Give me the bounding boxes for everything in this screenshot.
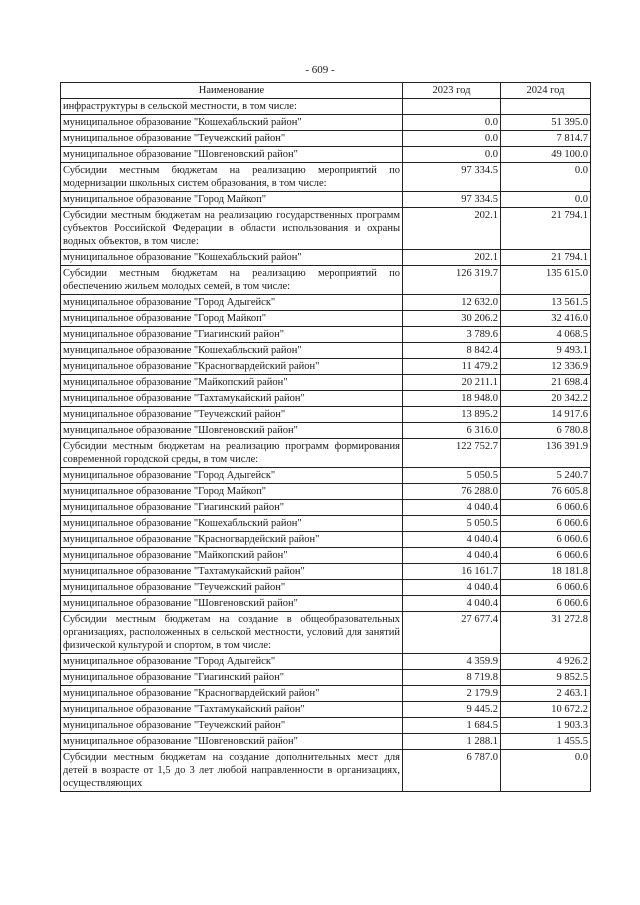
row-name: муниципальное образование "Красногвардейский район" <box>61 686 403 702</box>
row-name: муниципальное образование "Шовгеновский район" <box>61 734 403 750</box>
value-2024: 6 060.6 <box>501 500 591 516</box>
row-name: муниципальное образование "Город Адыгейск" <box>61 468 403 484</box>
value-2024: 51 395.0 <box>501 115 591 131</box>
value-2024: 9 852.5 <box>501 670 591 686</box>
row-name: муниципальное образование "Кошехабльский район" <box>61 516 403 532</box>
value-2023: 0.0 <box>403 115 501 131</box>
value-2024: 0.0 <box>501 192 591 208</box>
table-row <box>61 423 591 439</box>
table-row <box>61 596 591 612</box>
row-name: Субсидии местным бюджетам на реализацию мероприятий по модернизации школьных систем образования, в том числе: <box>61 163 403 192</box>
row-name: муниципальное образование "Гиагинский район" <box>61 327 403 343</box>
row-name: муниципальное образование "Майкопский район" <box>61 375 403 391</box>
value-2024: 12 336.9 <box>501 359 591 375</box>
row-name: муниципальное образование "Тахтамукайский район" <box>61 391 403 407</box>
value-2024: 21 794.1 <box>501 208 591 250</box>
value-2023: 4 040.4 <box>403 548 501 564</box>
value-2024: 21 698.4 <box>501 375 591 391</box>
value-2023: 5 050.5 <box>403 468 501 484</box>
row-name: муниципальное образование "Кошехабльский район" <box>61 250 403 266</box>
row-name: инфраструктуры в сельской местности, в том числе: <box>61 99 403 115</box>
value-2023: 9 445.2 <box>403 702 501 718</box>
value-2024: 10 672.2 <box>501 702 591 718</box>
value-2023: 126 319.7 <box>403 266 501 295</box>
value-2024: 20 342.2 <box>501 391 591 407</box>
value-2024: 135 615.0 <box>501 266 591 295</box>
row-name: муниципальное образование "Город Адыгейск" <box>61 295 403 311</box>
table-row <box>61 734 591 750</box>
table-row <box>61 163 591 192</box>
table-row <box>61 147 591 163</box>
value-2023: 122 752.7 <box>403 439 501 468</box>
value-2023: 4 359.9 <box>403 654 501 670</box>
value-2024: 4 068.5 <box>501 327 591 343</box>
value-2023: 30 206.2 <box>403 311 501 327</box>
row-name: муниципальное образование "Теучежский район" <box>61 718 403 734</box>
row-name: муниципальное образование "Шовгеновский район" <box>61 423 403 439</box>
table-row <box>61 343 591 359</box>
value-2023: 1 684.5 <box>403 718 501 734</box>
table-row <box>61 484 591 500</box>
value-2023: 16 161.7 <box>403 564 501 580</box>
table-row <box>61 327 591 343</box>
value-2024: 6 060.6 <box>501 548 591 564</box>
table-row <box>61 750 591 792</box>
value-2023: 202.1 <box>403 250 501 266</box>
budget-table <box>60 82 591 792</box>
value-2024: 4 926.2 <box>501 654 591 670</box>
value-2024: 6 060.6 <box>501 580 591 596</box>
table-row <box>61 295 591 311</box>
value-2024: 18 181.8 <box>501 564 591 580</box>
row-name: муниципальное образование "Гиагинский район" <box>61 670 403 686</box>
value-2023: 4 040.4 <box>403 596 501 612</box>
value-2024: 0.0 <box>501 750 591 792</box>
value-2024: 7 814.7 <box>501 131 591 147</box>
value-2023: 4 040.4 <box>403 532 501 548</box>
value-2023: 11 479.2 <box>403 359 501 375</box>
table-row <box>61 468 591 484</box>
row-name: муниципальное образование "Город Адыгейск" <box>61 654 403 670</box>
table-header-row <box>61 83 591 99</box>
table-row <box>61 718 591 734</box>
value-2023: 4 040.4 <box>403 580 501 596</box>
value-2024: 6 060.6 <box>501 596 591 612</box>
table-row <box>61 407 591 423</box>
row-name: Субсидии местным бюджетам на реализацию мероприятий по обеспечению жильем молодых семей, в том числе: <box>61 266 403 295</box>
value-2024: 6 060.6 <box>501 516 591 532</box>
table-row <box>61 654 591 670</box>
value-2024: 21 794.1 <box>501 250 591 266</box>
value-2023: 6 316.0 <box>403 423 501 439</box>
value-2023: 18 948.0 <box>403 391 501 407</box>
row-name: муниципальное образование "Шовгеновский район" <box>61 596 403 612</box>
header-2023: 2023 год <box>403 83 501 99</box>
table-row <box>61 612 591 654</box>
value-2024: 1 455.5 <box>501 734 591 750</box>
table-row <box>61 702 591 718</box>
value-2024: 5 240.7 <box>501 468 591 484</box>
value-2023: 4 040.4 <box>403 500 501 516</box>
value-2024: 0.0 <box>501 163 591 192</box>
table-row <box>61 359 591 375</box>
value-2023: 2 179.9 <box>403 686 501 702</box>
table-row <box>61 580 591 596</box>
row-name: муниципальное образование "Город Майкоп" <box>61 484 403 500</box>
value-2023: 8 842.4 <box>403 343 501 359</box>
row-name: муниципальное образование "Город Майкоп" <box>61 192 403 208</box>
table-row <box>61 115 591 131</box>
value-2023: 97 334.5 <box>403 163 501 192</box>
table-row <box>61 439 591 468</box>
value-2023: 27 677.4 <box>403 612 501 654</box>
table-row <box>61 516 591 532</box>
value-2023: 202.1 <box>403 208 501 250</box>
row-name: муниципальное образование "Красногвардейский район" <box>61 359 403 375</box>
value-2024: 1 903.3 <box>501 718 591 734</box>
value-2023: 13 895.2 <box>403 407 501 423</box>
value-2023: 6 787.0 <box>403 750 501 792</box>
row-name: Субсидии местным бюджетам на создание в общеобразовательных организациях, расположенных в сельской местности, условий для занятий физической культурой и спортом, в том числе: <box>61 612 403 654</box>
table-row <box>61 250 591 266</box>
value-2024: 6 060.6 <box>501 532 591 548</box>
value-2023: 8 719.8 <box>403 670 501 686</box>
value-2024: 13 561.5 <box>501 295 591 311</box>
value-2024: 49 100.0 <box>501 147 591 163</box>
row-name: муниципальное образование "Кошехабльский район" <box>61 115 403 131</box>
value-2024: 76 605.8 <box>501 484 591 500</box>
value-2024: 6 780.8 <box>501 423 591 439</box>
value-2023 <box>403 99 501 115</box>
header-name: Наименование <box>61 83 403 99</box>
table-row <box>61 375 591 391</box>
value-2023: 5 050.5 <box>403 516 501 532</box>
value-2023: 97 334.5 <box>403 192 501 208</box>
row-name: муниципальное образование "Теучежский район" <box>61 407 403 423</box>
table-row <box>61 548 591 564</box>
value-2024: 32 416.0 <box>501 311 591 327</box>
row-name: муниципальное образование "Тахтамукайский район" <box>61 702 403 718</box>
value-2024: 31 272.8 <box>501 612 591 654</box>
row-name: муниципальное образование "Гиагинский район" <box>61 500 403 516</box>
table-row <box>61 391 591 407</box>
value-2023: 20 211.1 <box>403 375 501 391</box>
table-row <box>61 532 591 548</box>
table-row <box>61 192 591 208</box>
row-name: муниципальное образование "Город Майкоп" <box>61 311 403 327</box>
value-2024: 14 917.6 <box>501 407 591 423</box>
table-row <box>61 131 591 147</box>
table-row <box>61 266 591 295</box>
row-name: Субсидии местным бюджетам на реализацию государственных программ субъектов Российской Федерации в области использования и охраны водных объектов, в том числе: <box>61 208 403 250</box>
row-name: муниципальное образование "Тахтамукайский район" <box>61 564 403 580</box>
row-name: муниципальное образование "Теучежский район" <box>61 580 403 596</box>
value-2023: 3 789.6 <box>403 327 501 343</box>
row-name: Субсидии местным бюджетам на реализацию программ формирования современной городской среды, в том числе: <box>61 439 403 468</box>
row-name: муниципальное образование "Красногвардейский район" <box>61 532 403 548</box>
value-2024: 136 391.9 <box>501 439 591 468</box>
table-row <box>61 670 591 686</box>
row-name: Субсидии местным бюджетам на создание дополнительных мест для детей в возрасте от 1,5 до 3 лет любой направленности в организациях, осуществляющих <box>61 750 403 792</box>
row-name: муниципальное образование "Майкопский район" <box>61 548 403 564</box>
value-2023: 0.0 <box>403 147 501 163</box>
value-2023: 12 632.0 <box>403 295 501 311</box>
row-name: муниципальное образование "Кошехабльский район" <box>61 343 403 359</box>
value-2023: 0.0 <box>403 131 501 147</box>
table-row <box>61 208 591 250</box>
value-2024: 2 463.1 <box>501 686 591 702</box>
value-2024: 9 493.1 <box>501 343 591 359</box>
table-row <box>61 686 591 702</box>
table-row <box>61 311 591 327</box>
table-row <box>61 500 591 516</box>
value-2023: 1 288.1 <box>403 734 501 750</box>
value-2024 <box>501 99 591 115</box>
table-body <box>61 99 591 792</box>
value-2023: 76 288.0 <box>403 484 501 500</box>
header-2024: 2024 год <box>501 83 591 99</box>
table-row <box>61 564 591 580</box>
page-number: - 609 - <box>305 64 335 76</box>
row-name: муниципальное образование "Шовгеновский район" <box>61 147 403 163</box>
row-name: муниципальное образование "Теучежский район" <box>61 131 403 147</box>
table-row <box>61 99 591 115</box>
